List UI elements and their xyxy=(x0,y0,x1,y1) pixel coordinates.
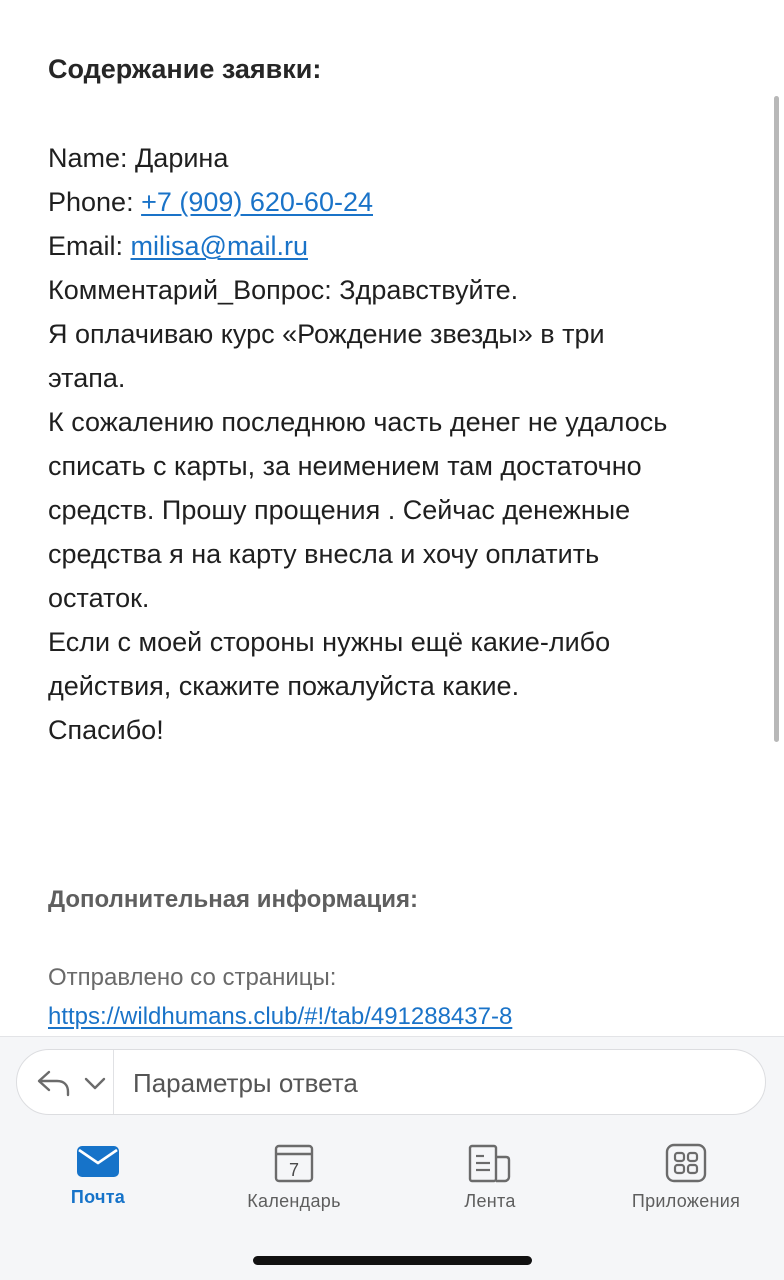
comment-line: Если с моей стороны нужны ещё какие-либо xyxy=(48,627,611,657)
comment-line: Комментарий_Вопрос: Здравствуйте. xyxy=(48,275,519,305)
tab-feed[interactable] xyxy=(392,1137,588,1227)
comment-line: средства я на карту внесла и хочу оплатить xyxy=(48,539,600,569)
comment-line: этапа. xyxy=(48,363,126,393)
reply-icon xyxy=(35,1068,71,1098)
tab-mail[interactable] xyxy=(0,1137,196,1227)
phone-link[interactable]: +7 (909) 620-60-24 xyxy=(141,187,373,217)
name-line: Name: Дарина xyxy=(48,143,229,173)
comment-line: Я оплачиваю курс «Рождение звезды» в три xyxy=(48,319,605,349)
phone-label: Phone: xyxy=(48,187,142,217)
tab-apps-label: Приложения xyxy=(631,1191,741,1211)
home-indicator[interactable] xyxy=(253,1256,532,1265)
request-content-heading: Содержание заявки: xyxy=(48,54,322,84)
apps-grid-icon xyxy=(664,1143,708,1183)
chevron-down-icon xyxy=(83,1076,107,1092)
email-label: Email: xyxy=(48,231,131,261)
comment-line: средств. Прошу прощения . Сейчас денежные xyxy=(48,495,631,525)
tab-calendar[interactable] xyxy=(196,1137,392,1227)
email-link[interactable]: milisa@mail.ru xyxy=(130,231,308,261)
phone-line xyxy=(48,180,748,224)
tab-apps[interactable] xyxy=(588,1137,784,1227)
comment-line: действия, скажите пожалуйста какие. xyxy=(48,671,520,701)
comment-line: списать с карты, за неимением там достаточно xyxy=(48,451,642,481)
email-line xyxy=(48,224,748,268)
request-details xyxy=(48,136,748,752)
reply-options-toggle[interactable] xyxy=(17,1050,114,1114)
tab-calendar-label: Календарь xyxy=(247,1191,341,1211)
sent-from-link[interactable]: https://wildhumans.club/#!/tab/491288437-8 xyxy=(48,1003,513,1030)
feed-icon xyxy=(466,1143,514,1183)
tab-mail-label: Почта xyxy=(70,1187,126,1207)
reply-options-bar[interactable] xyxy=(16,1049,766,1115)
sent-from-label: Отправлено со страницы: xyxy=(48,964,337,991)
calendar-icon xyxy=(272,1143,316,1183)
comment-line: Спасибо! xyxy=(48,715,164,745)
comment-line: остаток. xyxy=(48,583,150,613)
reply-options-placeholder: Параметры ответа xyxy=(133,1068,358,1098)
tab-bar xyxy=(0,1137,784,1227)
tab-feed-label: Лента xyxy=(464,1191,516,1211)
scrollbar[interactable] xyxy=(774,96,779,742)
comment-line: К сожалению последнюю часть денег не удалось xyxy=(48,407,668,437)
mail-icon xyxy=(76,1143,120,1179)
additional-info-heading: Дополнительная информация: xyxy=(48,886,418,913)
bottom-panel xyxy=(0,1036,784,1280)
calendar-day: 7 xyxy=(288,1160,300,1180)
